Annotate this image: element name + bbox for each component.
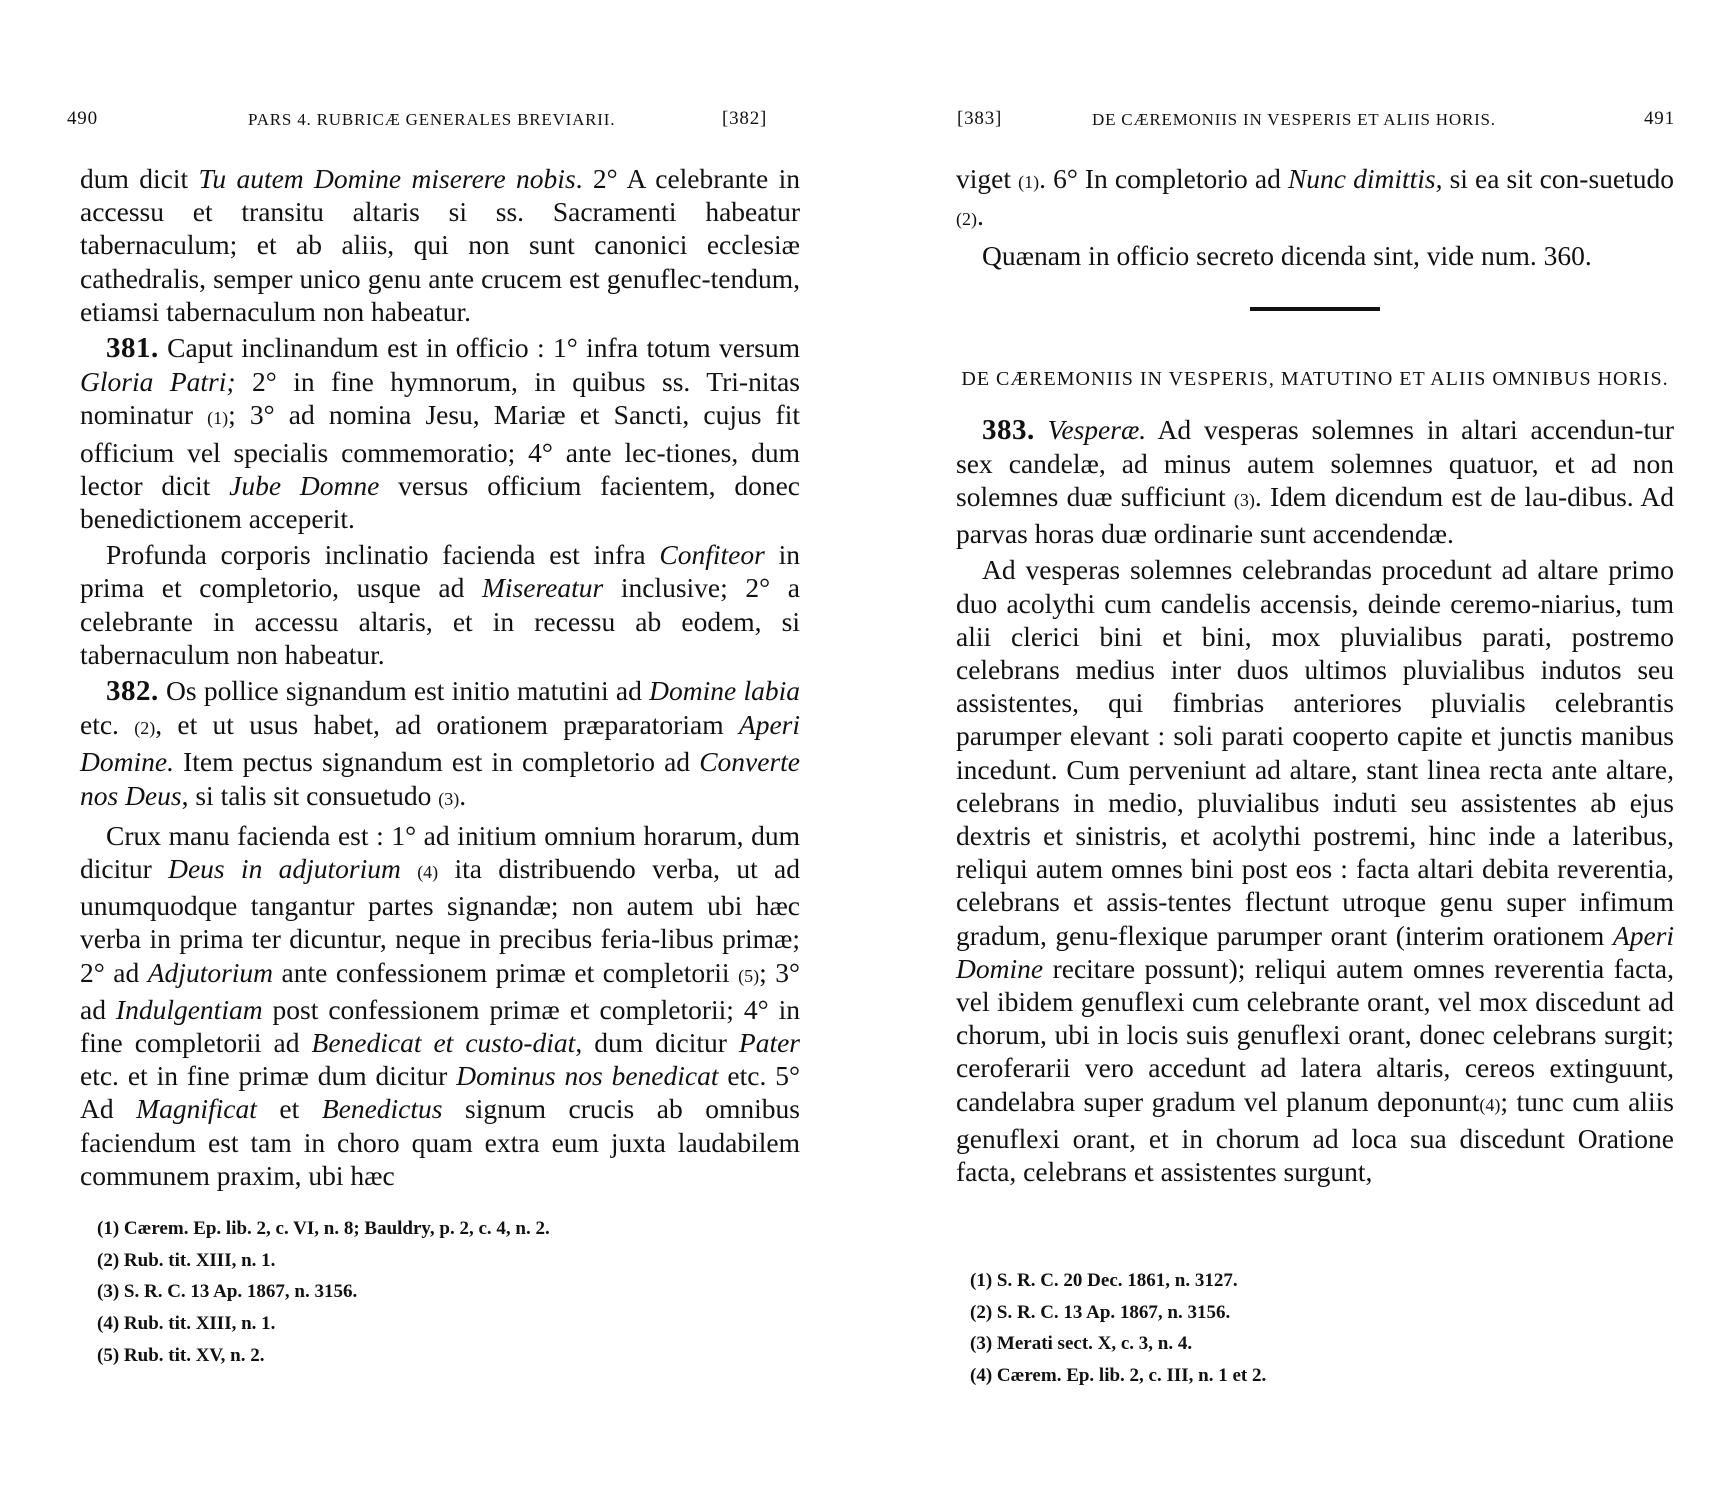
left-paragraph-3: Profunda corporis inclinatio facienda est infra Confiteor in prima et completorio, usque ad Misereatur inclusive; 2° a celebrante in accessu altaris, et in recessu ab eodem, si tabernaculum non habeatur.: [80, 539, 801, 670]
footnote-ref: (4): [417, 862, 439, 883]
right-paragraph-2: Quænam in officio secreto dicenda sint, vide num. 360.: [982, 240, 1592, 272]
right-page-number: 491: [1644, 108, 1675, 129]
footnote: (1) Cærem. Ep. lib. 2, c. VI, n. 8; Bauldry, p. 2, c. 4, n. 2.: [97, 1218, 550, 1239]
footnote-ref: (1): [1018, 172, 1040, 192]
footnote: (1) S. R. C. 20 Dec. 1861, n. 3127.: [970, 1270, 1238, 1291]
footnote: (5) Rub. tit. XV, n. 2.: [97, 1344, 265, 1366]
section-number-382: 382.: [106, 675, 159, 708]
left-paragraph-1: dum dicit Tu autem Domine miserere nobis. 2° A celebrante in accessu et transitu altaris si ss. Sacramenti habeatur tabernaculum; et ab aliis, qui non sunt canonici ecclesiæ cathedralis, semper unico genu ante crucem est genuflec-tendum, etiamsi tabernaculum non habeatur.: [80, 163, 800, 327]
left-footnotes: [97, 1213, 550, 1372]
section-title: DE CÆREMONIIS IN VESPERIS, MATUTINO ET ALIIS OMNIBUS HORIS.: [961, 367, 1669, 390]
left-page-number: 490: [67, 108, 98, 129]
footnote-ref: (5): [738, 965, 760, 986]
footnote-ref: (4): [1479, 1094, 1501, 1115]
right-paragraph-4: Ad vesperas solemnes celebrandas procedunt ad altare primo duo acolythi cum candelis accensis, deinde ceremo-niarius, tum alii clerici bini et bini, mox pluvialibus parati, postremo celebrans medius inter duos ultimos pluvialibus indutos seu assistentes, qui fimbrias anteriores pluvialis celebrantis parumper elevant : soli parati cooperto capite et junctis manibus incedunt. Cum perveniunt ad altare, stant linea recta ante altare, celebrans in medio, pluvialibus induti seu assistentes ab ejus dextris et sinistris, et acolythi postremi, hinc inde a lateribus, reliqui autem omnes bini post eos : facta altari debita reverentia, celebrans et assis-tentes flectunt utroque genu super infimum gradum, genu-flexique parumper orant (interim orationem Aperi Domine recitare possunt); reliqui autem omnes reverentia facta, vel ibidem genuflexi cum celebrante orant, vel mox discedunt ad chorum, ubi in locis suis genuflexi orant, donec celebrans surgit; ceroferarii vero accedunt ad latera altaris, cereos extinguunt, candelabra super gradum vel planum deponunt(4); tunc cum aliis genuflexi orant, et in chorum ad loca sua discedunt Oratione facta, celebrans et assistentes surgunt,: [956, 554, 1674, 1188]
section-number-381: 381.: [106, 332, 159, 365]
section-number-383: 383.: [982, 413, 1035, 446]
footnote: (2) Rub. tit. XIII, n. 1.: [97, 1249, 276, 1271]
left-bracket-number: [382]: [722, 108, 768, 129]
footnote: (4) Rub. tit. XIII, n. 1.: [97, 1313, 276, 1335]
left-paragraph-381: 381. Caput inclinandum est in officio : 1° infra totum versum Gloria Patri; 2° in fine hymnorum, in quibus ss. Tri-nitas nominatur (1); 3° ad nomina Jesu, Mariæ et Sancti, cujus fit officium vel specialis commemoratio; 4° ante lec-tiones, dum lector dicit Jube Domne versus officium facientem, donec benedictionem acceperit.: [80, 332, 801, 535]
right-footnotes: [970, 1265, 1266, 1392]
footnote: (4) Cærem. Ep. lib. 2, c. III, n. 1 et 2.: [970, 1365, 1267, 1387]
left-body-text: [80, 162, 800, 1195]
right-bracket-number: [383]: [957, 108, 1003, 129]
left-paragraph-5: Crux manu facienda est : 1° ad initium omnium horarum, dum dicitur Deus in adjutorium (4) ita distribuendo verba, ut ad unumquodque tangantur partes signandæ; non autem ubi hæc verba in prima ter dicuntur, neque in precibus feria-libus primæ; 2° ad Adjutorium ante confessionem primæ et completorii (5); 3° ad Indulgentiam post confessionem primæ et completorii; 4° in fine completorii ad Benedicat et custo-diat, dum dicitur Pater etc. et in fine primæ dum dicitur Dominus nos benedicat etc. 5° Ad Magnificat et Benedictus signum crucis ab omnibus faciendum est tam in choro quam extra eum juxta laudabilem communem praxim, ubi hæc: [80, 819, 801, 1191]
right-running-head: DE CÆREMONIIS IN VESPERIS ET ALIIS HORIS.: [1092, 110, 1496, 129]
footnote-ref: (1): [207, 408, 229, 429]
footnote-ref: (2): [956, 209, 977, 230]
left-paragraph-382: 382. Os pollice signandum est initio matutini ad Domine labia etc. (2), et ut usus habet, ad orationem præparatoriam Aperi Domine. Item pectus signandum est in completorio ad Converte nos Deus, si talis sit consuetudo (3).: [80, 675, 800, 811]
footnote: (3) S. R. C. 13 Ap. 1867, n. 3156.: [97, 1281, 358, 1303]
right-paragraph-383: 383. Vesperæ. Ad vesperas solemnes in altari accendun-tur sex candelæ, ad minus autem solemnes quatuor, et ad non solemnes duæ sufficiunt (3). Idem dicendum est de lau-dibus. Ad parvas horas duæ ordinarie sunt accendendæ.: [956, 413, 1675, 550]
footnote-ref: (2): [134, 718, 156, 739]
footnote-ref: (3): [1233, 490, 1255, 511]
footnote: (2) S. R. C. 13 Ap. 1867, n. 3156.: [970, 1301, 1231, 1323]
right-paragraph-1: viget (1). 6° In completorio ad Nunc dimittis, si ea sit con-suetudo (2).: [956, 163, 1674, 232]
right-body-text: [956, 162, 1674, 1191]
left-running-head: PARS 4. RUBRICÆ GENERALES BREVIARII.: [248, 110, 616, 129]
section-divider-rule: [1250, 307, 1380, 311]
footnote: (3) Merati sect. X, c. 3, n. 4.: [970, 1333, 1193, 1355]
footnote-ref: (3): [438, 788, 460, 809]
